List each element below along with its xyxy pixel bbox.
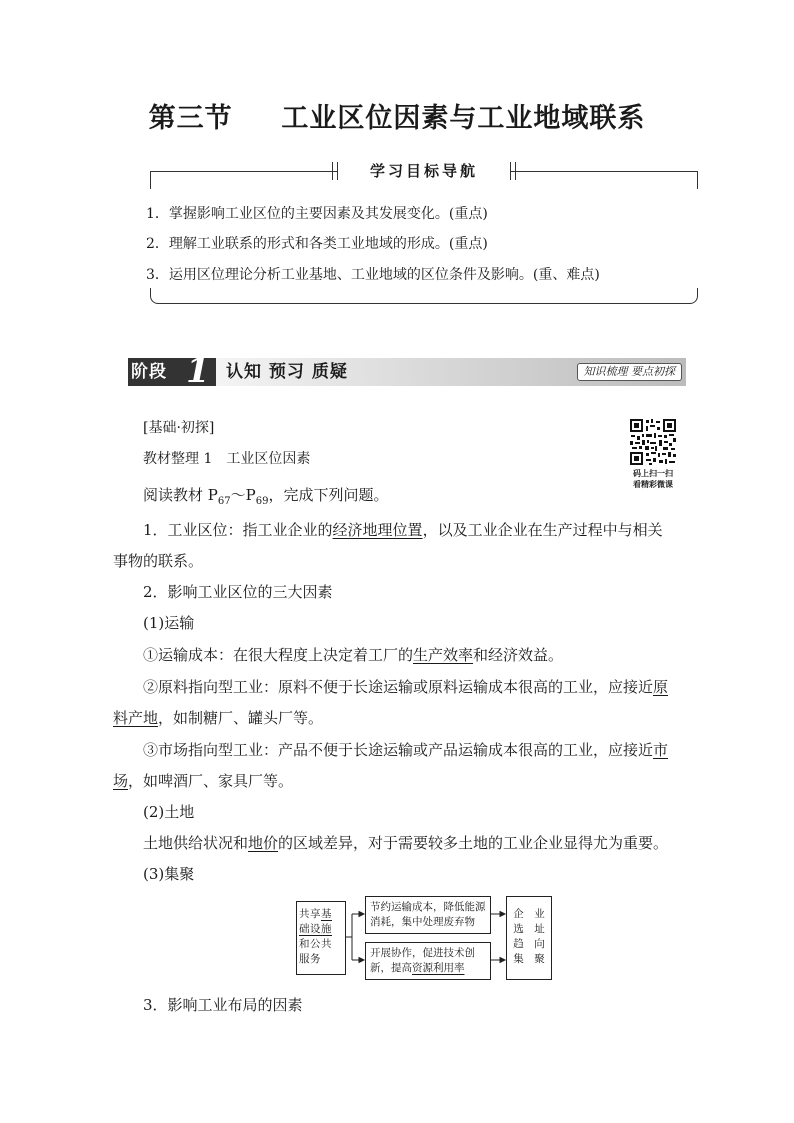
qr-caption-line-1: 码上扫一扫 <box>633 468 673 478</box>
paragraph-raw-material-line-1 <box>143 677 668 697</box>
diagram-left-line-1: 共享 <box>299 908 321 920</box>
p5-text-b: ，如啤酒厂、家具厂等。 <box>128 772 294 790</box>
diagram-enterprise-agglomeration <box>506 896 552 980</box>
reading-instruction <box>143 485 388 512</box>
goals-heading: 学习目标导航 <box>338 160 510 182</box>
stage-title: 认知 预习 质疑 <box>226 362 348 382</box>
p7-underlined: 地价 <box>248 834 279 852</box>
goals-right-border <box>697 171 698 189</box>
goal-item-1: 1．掌握影响工业区位的主要因素及其发展变化。(重点) <box>146 206 488 222</box>
paragraph-land <box>143 833 668 853</box>
diagram-right-line-3: 趋 向 <box>513 938 545 950</box>
goal-item-2: 2．理解工业联系的形式和各类工业地域的形成。(重点) <box>146 236 488 252</box>
qr-caption-line-2: 看精彩微课 <box>633 479 673 489</box>
p4-underlined-1: 原 <box>653 678 669 696</box>
qr-caption <box>622 468 684 490</box>
reading-prefix: 阅读教材 P <box>143 486 218 504</box>
diagram-right-line-1: 企 业 <box>513 908 545 920</box>
diagram-left-line-3: 和公共 <box>299 938 332 950</box>
reading-suffix: ，完成下列问题。 <box>268 486 389 504</box>
goals-bottom-border <box>160 303 688 304</box>
paragraph-3-heading: 3．影响工业布局的因素 <box>143 996 303 1014</box>
paragraph-raw-material-line-2 <box>113 708 323 728</box>
diagram-upper-line-2: 消耗，集中处理废弃物 <box>370 916 475 928</box>
paragraph-market-line-1 <box>143 740 668 760</box>
p5-underlined-1: 市 <box>653 741 669 759</box>
sub-heading-agglomeration: (3)集聚 <box>143 865 195 883</box>
diagram-lower-underlined: 资源利用率 <box>412 962 465 974</box>
p7-text-a: 土地供给状况和 <box>143 834 249 852</box>
agglomeration-diagram <box>296 893 552 981</box>
reading-mid: ～P <box>230 486 256 504</box>
p4-text-a: ②原料指向型工业：原料不便于长途运输或原料运输成本很高的工业，应接近 <box>143 678 654 696</box>
diagram-cost-saving <box>365 896 491 934</box>
p5-text-a: ③市场指向型工业：产品不便于长途运输或产品运输成本很高的工业，应接近 <box>143 741 654 759</box>
diagram-left-line-4: 服务 <box>299 953 321 965</box>
p1-text-a: 1．工业区位：指工业企业的 <box>143 521 333 539</box>
paragraph-transport-cost <box>143 645 563 665</box>
sub-heading-land: (2)土地 <box>143 803 195 821</box>
basics-tag: [基础·初探] <box>143 420 215 436</box>
p3-underlined: 生产效率 <box>413 646 474 664</box>
diagram-right-line-2: 选 址 <box>513 923 545 935</box>
page-title <box>0 96 794 135</box>
p3-text-a: ①运输成本：在很大程度上决定着工厂的 <box>143 646 414 664</box>
p7-text-b: 的区域差异，对于需要较多土地的工业企业显得尤为重要。 <box>278 834 669 852</box>
diagram-lower-line-1: 开展协作，促进技术创 <box>370 947 475 959</box>
goals-left-border <box>150 171 151 189</box>
section-topic: 工业区位因素与工业地域联系 <box>281 103 646 134</box>
goals-corner-right <box>687 288 698 304</box>
diagram-shared-infrastructure <box>296 901 346 975</box>
learning-goals-box <box>146 160 698 310</box>
qr-code-graphic <box>629 418 677 466</box>
reading-page-end: 69 <box>255 496 269 507</box>
p4-underlined-2: 料产地 <box>113 709 159 727</box>
p3-text-b: 和经济效益。 <box>473 646 564 664</box>
paragraph-market-line-2 <box>113 771 293 791</box>
goals-corner-left <box>150 288 161 304</box>
p1-text-b: ，以及工业企业在生产过程中与相关 <box>422 521 663 539</box>
diagram-cooperation <box>365 942 491 980</box>
diagram-left-underlined-2: 础设施 <box>299 923 332 935</box>
stage-number: 1 <box>186 351 210 391</box>
goal-item-3: 3．运用区位理论分析工业基地、工业地域的区位条件及影响。(重、难点) <box>146 267 600 283</box>
sub-heading-transport: (1)运输 <box>143 614 195 632</box>
diagram-lower-line-2: 新，提高 <box>370 962 412 974</box>
p1-underlined: 经济地理位置 <box>332 521 423 539</box>
p5-underlined-2: 场 <box>113 772 129 790</box>
stage-tag: 知识梳理 要点初探 <box>577 363 683 381</box>
stage-label: 阶段 <box>131 362 167 382</box>
paragraph-2-heading: 2．影响工业区位的三大因素 <box>143 583 333 601</box>
qr-code-icon[interactable] <box>629 418 677 466</box>
p4-text-b: ，如制糖厂、罐头厂等。 <box>158 709 324 727</box>
diagram-upper-line-1: 节约运输成本，降低能源 <box>370 901 486 913</box>
stage-banner <box>128 351 686 391</box>
diagram-right-line-4: 集 聚 <box>513 953 545 965</box>
stage-label-block <box>128 351 216 391</box>
material-title: 教材整理 1 工业区位因素 <box>143 451 311 467</box>
paragraph-1-line-2: 事物的联系。 <box>113 552 204 570</box>
paragraph-1-line-1 <box>143 520 663 540</box>
section-number: 第三节 <box>148 103 233 134</box>
diagram-left-underlined-1: 基 <box>321 908 332 920</box>
reading-page-start: 67 <box>217 496 231 507</box>
